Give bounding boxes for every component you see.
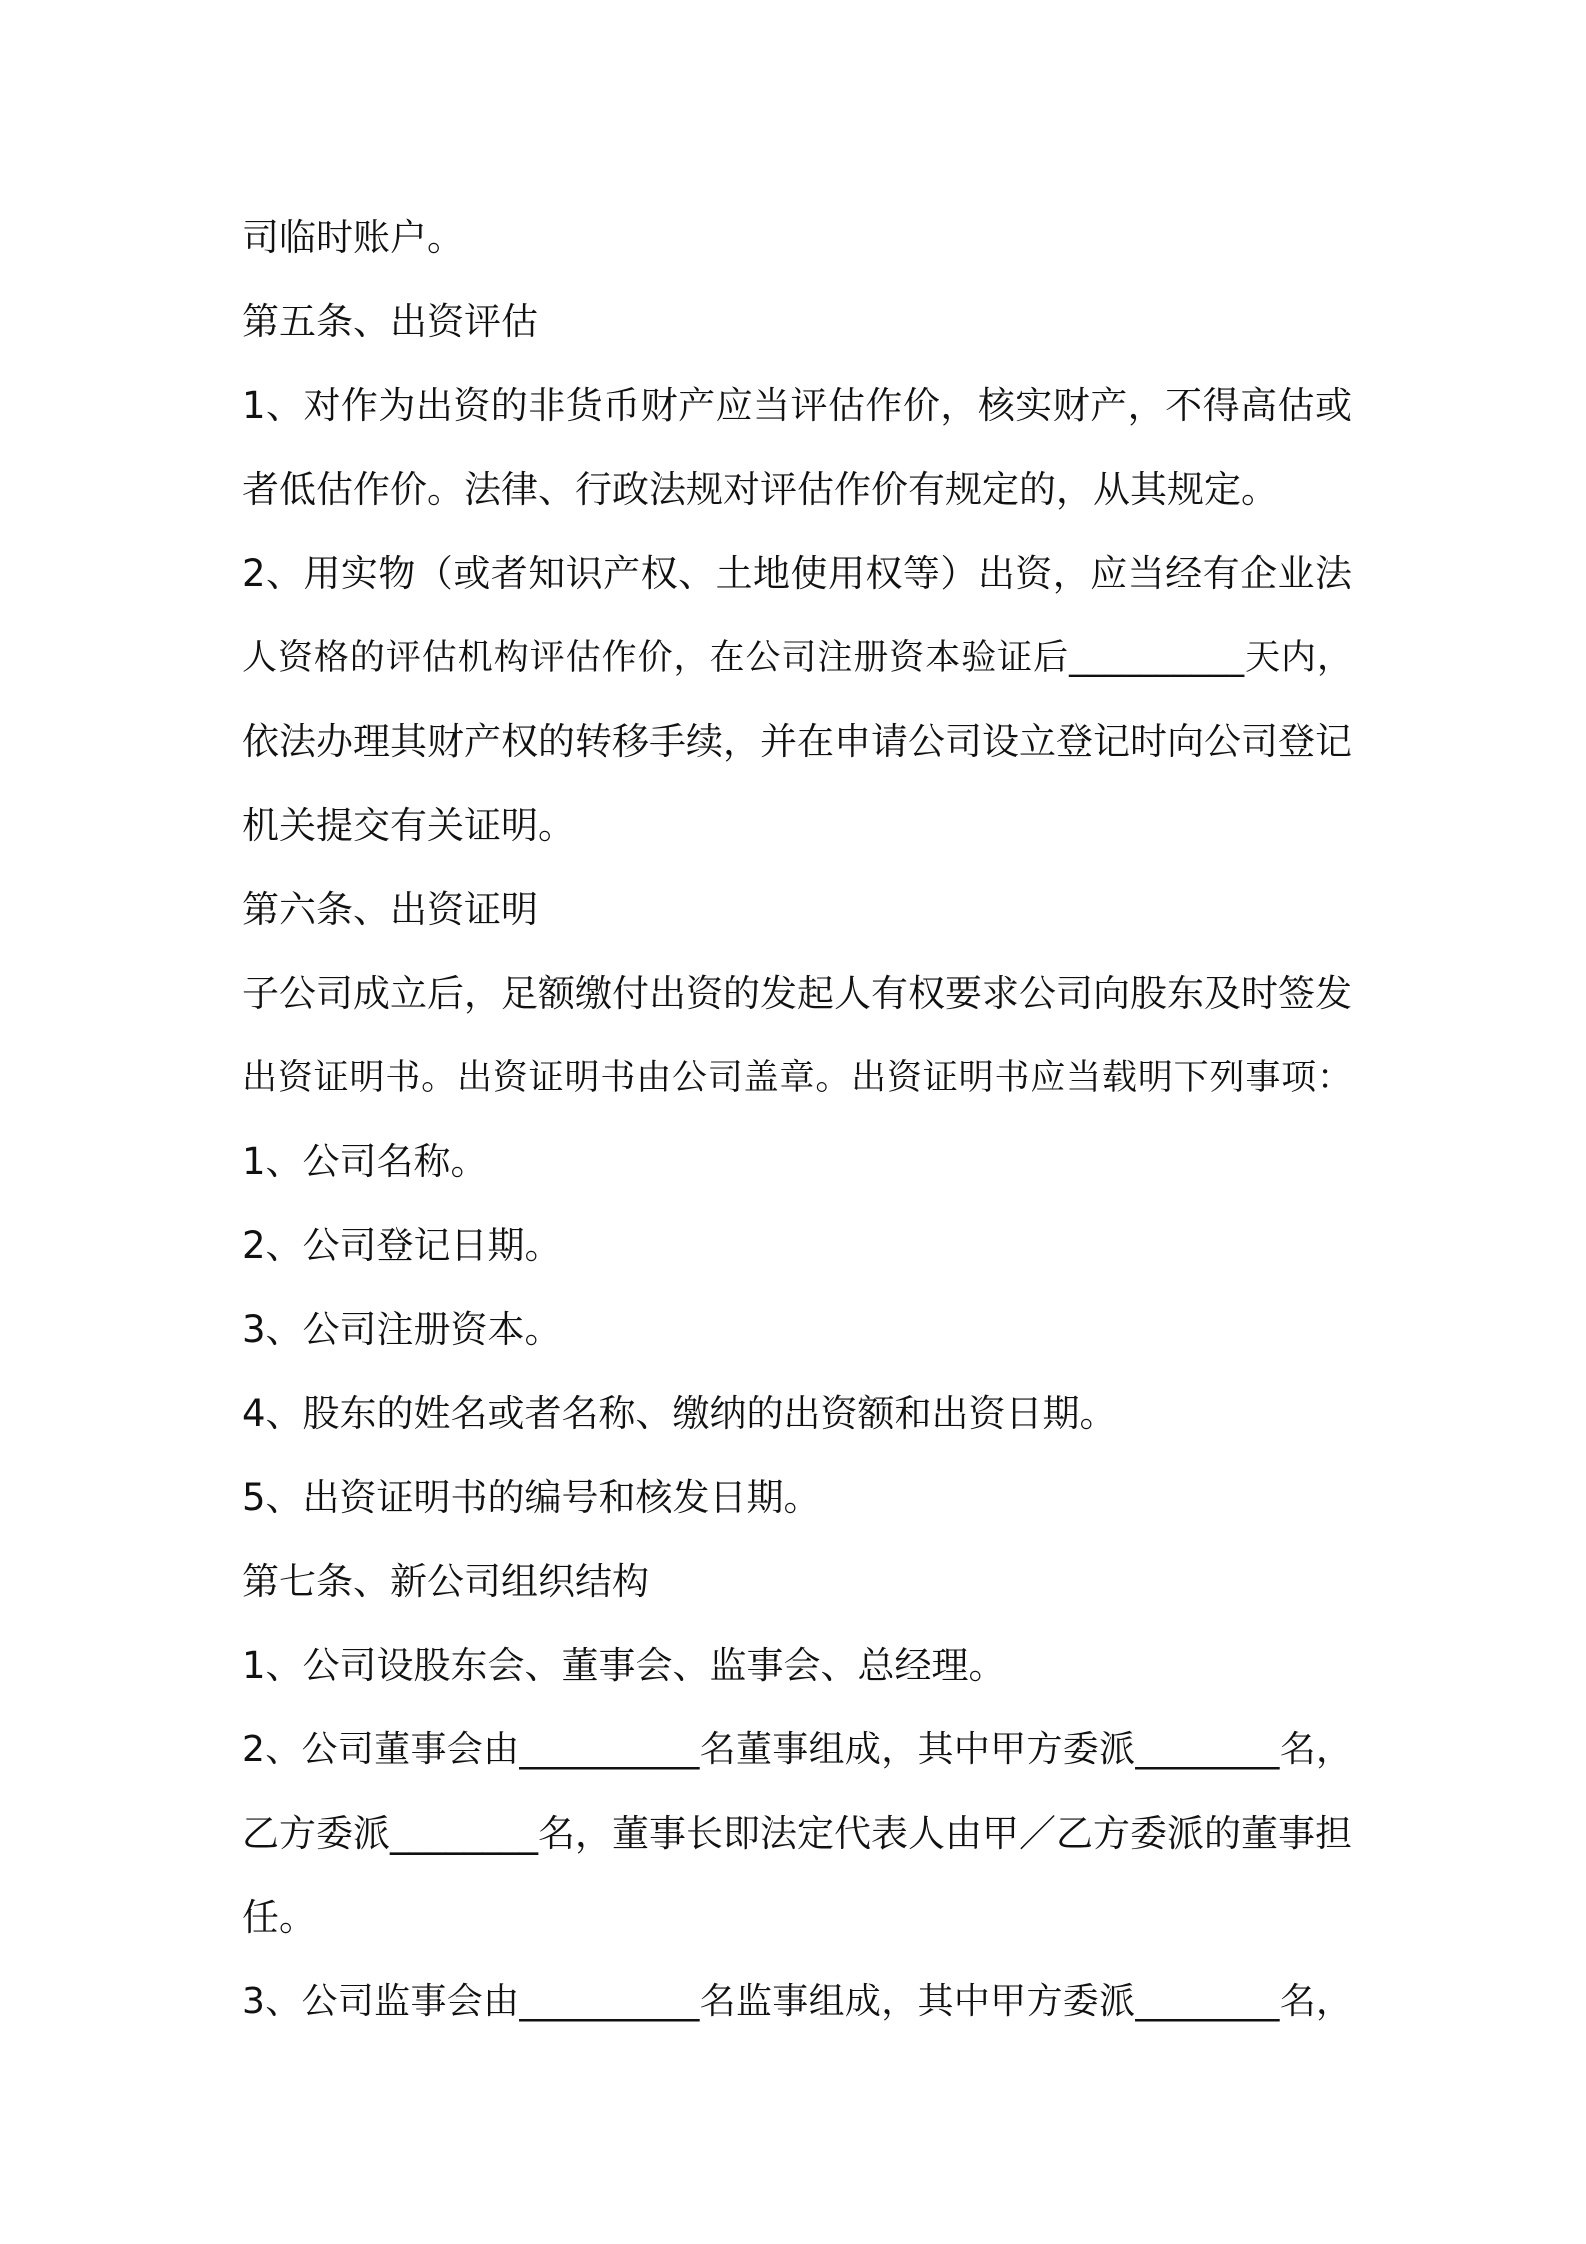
paragraph-line: 出资证明书。出资证明书由公司盖章。出资证明书应当载明下列事项： — [242, 1058, 1352, 1098]
paragraph-line: 司临时账户。 — [242, 216, 464, 259]
paragraph-line: 人资格的评估机构评估作价，在公司注册资本验证后__________天内， — [242, 638, 1352, 678]
section-heading-5: 第五条、出资评估 — [242, 300, 538, 343]
list-item: 3、公司注册资本。 — [242, 1308, 562, 1351]
list-item: 5、出资证明书的编号和核发日期。 — [242, 1476, 821, 1519]
paragraph-line: 子公司成立后，足额缴付出资的发起人有权要求公司向股东及时签发 — [242, 972, 1352, 1015]
paragraph-line: 2、用实物（或者知识产权、土地使用权等）出资，应当经有企业法 — [242, 552, 1352, 595]
paragraph-line: 乙方委派________名，董事长即法定代表人由甲／乙方委派的董事担 — [242, 1812, 1352, 1855]
paragraph-line: 机关提交有关证明。 — [242, 804, 575, 847]
list-item: 1、公司设股东会、董事会、监事会、总经理。 — [242, 1644, 1006, 1687]
paragraph-line: 任。 — [242, 1896, 316, 1939]
list-item: 1、公司名称。 — [242, 1140, 488, 1183]
paragraph-line: 1、对作为出资的非货币财产应当评估作价，核实财产，不得高估或 — [242, 384, 1352, 427]
paragraph-line: 者低估作价。法律、行政法规对评估作价有规定的，从其规定。 — [242, 468, 1278, 511]
paragraph-line: 3、公司监事会由__________名监事组成，其中甲方委派________名， — [242, 1981, 1352, 2022]
section-heading-7: 第七条、新公司组织结构 — [242, 1560, 649, 1603]
document-body — [242, 196, 1352, 2044]
paragraph-line: 2、公司董事会由__________名董事组成，其中甲方委派________名， — [242, 1729, 1352, 1770]
list-item: 2、公司登记日期。 — [242, 1224, 562, 1267]
paragraph-line: 依法办理其财产权的转移手续，并在申请公司设立登记时向公司登记 — [242, 720, 1352, 763]
section-heading-6: 第六条、出资证明 — [242, 888, 538, 931]
list-item: 4、股东的姓名或者名称、缴纳的出资额和出资日期。 — [242, 1392, 1117, 1435]
